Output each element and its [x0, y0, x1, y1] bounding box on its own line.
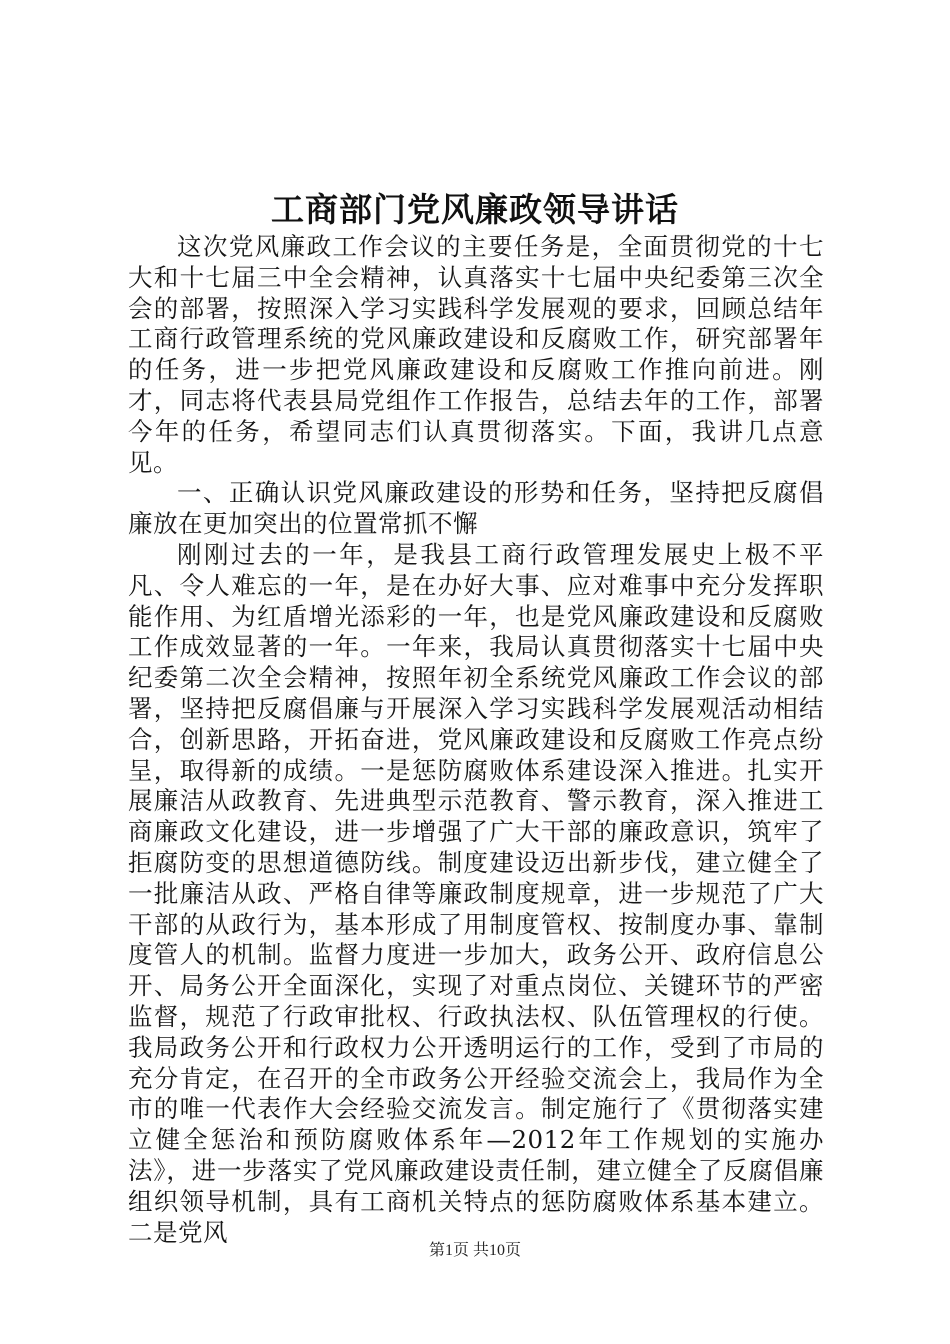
paragraph-intro: 这次党风廉政工作会议的主要任务是，全面贯彻党的十七大和十七届三中全会精神，认真落实十七届中央纪委第三次全会的部署，按照深入学习实践科学发展观的要求，回顾总结年工商行政管理系统的党风廉政建设和反腐败工作，研究部署年的任务，进一步把党风廉政建设和反腐败工作推向前进。刚才，同志将代表县局党组作工作报告，总结去年的工作，部署今年的任务，希望同志们认真贯彻落实。下面，我讲几点意见。 — [128, 232, 824, 477]
paragraph-section-heading: 一、正确认识党风廉政建设的形势和任务，坚持把反腐倡廉放在更加突出的位置常抓不懈 — [128, 478, 824, 539]
page-footer: 第1页 共10页 — [428, 1242, 521, 1259]
document-title: 工商部门党风廉政领导讲话 — [271, 190, 679, 229]
document-body — [128, 232, 824, 1248]
paragraph-review: 刚刚过去的一年，是我县工商行政管理发展史上极不平凡、令人难忘的一年，是在办好大事、应对难事中充分发挥职能作用、为红盾增光添彩的一年，也是党风廉政建设和反腐败工作成效显著的一年。一年来，我局认真贯彻落实十七届中央纪委第二次全会精神，按照年初全系统党风廉政工作会议的部署，坚持把反腐倡廉与开展深入学习实践科学发展观活动相结合，创新思路，开拓奋进，党风廉政建设和反腐败工作亮点纷呈，取得新的成绩。一是惩防腐败体系建设深入推进。扎实开展廉洁从政教育、先进典型示范教育、警示教育，深入推进工商廉政文化建设，进一步增强了广大干部的廉政意识，筑牢了拒腐防变的思想道德防线。制度建设迈出新步伐，建立健全了一批廉洁从政、严格自律等廉政制度规章，进一步规范了广大干部的从政行为，基本形成了用制度管权、按制度办事、靠制度管人的机制。监督力度进一步加大，政务公开、政府信息公开、局务公开全面深化，实现了对重点岗位、关键环节的严密监督，规范了行政审批权、行政执法权、队伍管理权的行使。我局政务公开和行政权力公开透明运行的工作，受到了市局的充分肯定，在召开的全市政务公开经验交流会上，我局作为全市的唯一代表作大会经验交流发言。制定施行了《贯彻落实建立健全惩治和预防腐败体系年—2012年工作规划的实施办法》，进一步落实了党风廉政建设责任制，建立健全了反腐倡廉组织领导机制，具有工商机关特点的惩防腐败体系基本建立。二是党风 — [128, 539, 824, 1247]
